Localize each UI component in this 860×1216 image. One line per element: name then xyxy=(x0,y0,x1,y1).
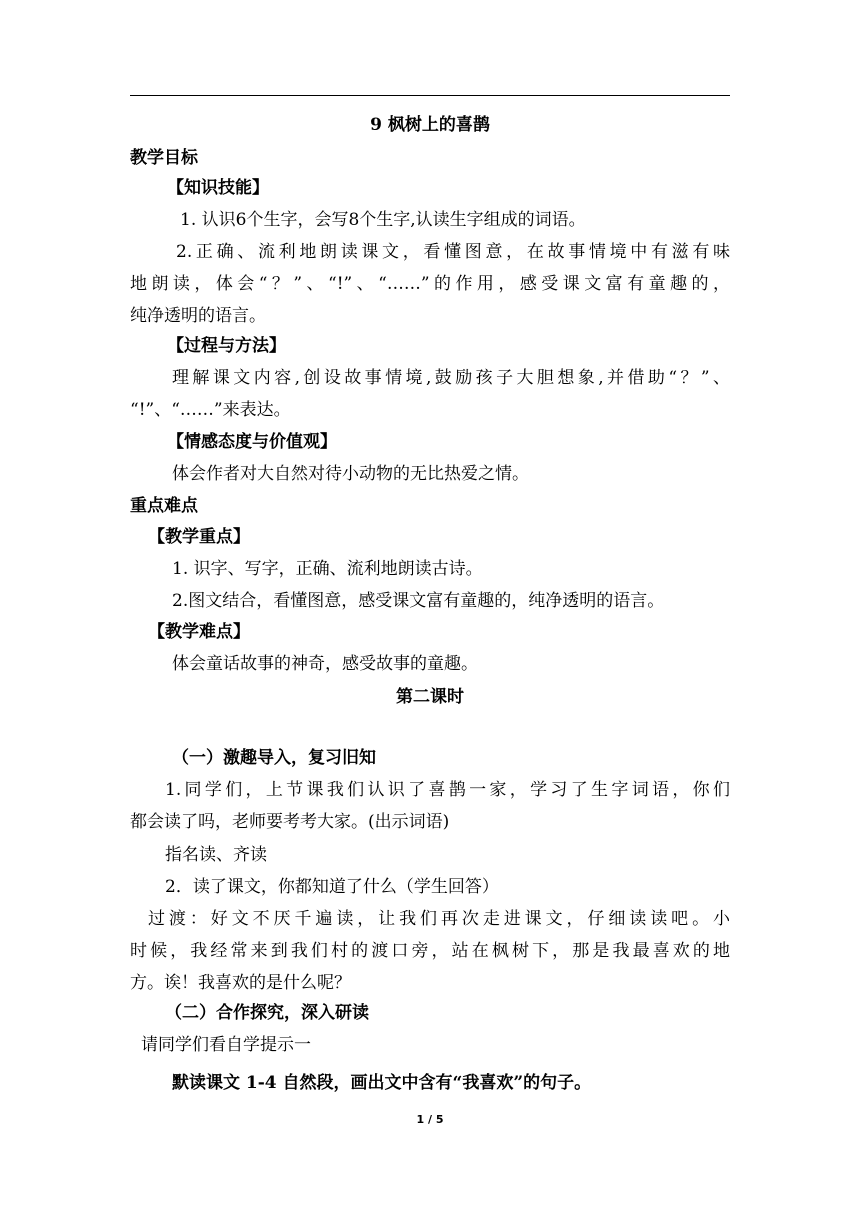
step-1-item-1-line-1: 1.同学们，上节课我们认识了喜鹊一家，学习了生字词语，你们 xyxy=(165,780,730,800)
process-line-1: 理解课文内容,创设故事情境,鼓励孩子大胆想象,并借助“？”、 xyxy=(172,368,730,388)
emotion-heading: 【情感态度与价值观】 xyxy=(167,432,337,452)
step-1-item-2: 2．读了课文，你都知道了什么（学生回答） xyxy=(165,877,499,897)
difficulty-heading: 【教学难点】 xyxy=(148,622,250,642)
header-rule xyxy=(130,95,730,96)
knowledge-item-2-line-1: 2.正确、流利地朗读课文，看懂图意，在故事情境中有滋有味 xyxy=(176,242,730,262)
step-2-prompt: 请同学们看自学提示一 xyxy=(141,1035,311,1055)
transition-line-2: 时候，我经常来到我们村的渡口旁，站在枫树下，那是我最喜欢的地 xyxy=(130,941,730,961)
difficulty-text: 体会童话故事的神奇，感受故事的童趣。 xyxy=(172,654,478,674)
step-2-task: 默读课文 1-4 自然段，画出文中含有“我喜欢”的句子。 xyxy=(172,1073,592,1093)
process-heading: 【过程与方法】 xyxy=(167,336,286,356)
step-1-heading: （一）激趣导入，复习旧知 xyxy=(172,748,376,768)
transition-line-1: 过渡：好文不厌千遍读，让我们再次走进课文，仔细读读吧。小 xyxy=(148,909,730,929)
step-2-heading: （二）合作探究，深入研读 xyxy=(165,1003,369,1023)
transition-line-3: 方。诶！我喜欢的是什么呢？ xyxy=(130,973,351,993)
step-1-item-1-line-2: 都会读了吗，老师要考考大家。(出示词语) xyxy=(130,812,450,832)
goals-heading: 教学目标 xyxy=(130,148,198,168)
knowledge-item-1: 1. 认识6个生字，会写8个生字,认读生字组成的词语。 xyxy=(180,210,586,230)
focus-heading: 【教学重点】 xyxy=(148,527,250,547)
emotion-text: 体会作者对大自然对待小动物的无比热爱之情。 xyxy=(172,464,529,484)
process-line-2: “!”、“……”来表达。 xyxy=(130,400,291,420)
knowledge-item-2-line-3: 纯净透明的语言。 xyxy=(130,306,266,326)
step-1-read: 指名读、齐读 xyxy=(165,845,267,865)
key-points-heading: 重点难点 xyxy=(130,496,198,516)
page-number: 1 / 5 xyxy=(416,1113,444,1126)
focus-item-2: 2.图文结合，看懂图意，感受课文富有童趣的，纯净透明的语言。 xyxy=(172,591,665,611)
lesson-heading: 第二课时 xyxy=(396,687,464,707)
knowledge-heading: 【知识技能】 xyxy=(167,178,269,198)
knowledge-item-2-line-2: 地朗读，体会“？”、“!”、“……”的作用，感受课文富有童趣的， xyxy=(130,274,730,294)
page-title: 9 枫树上的喜鹊 xyxy=(370,115,490,135)
focus-item-1: 1. 识字、写字，正确、流利地朗读古诗。 xyxy=(172,559,483,579)
